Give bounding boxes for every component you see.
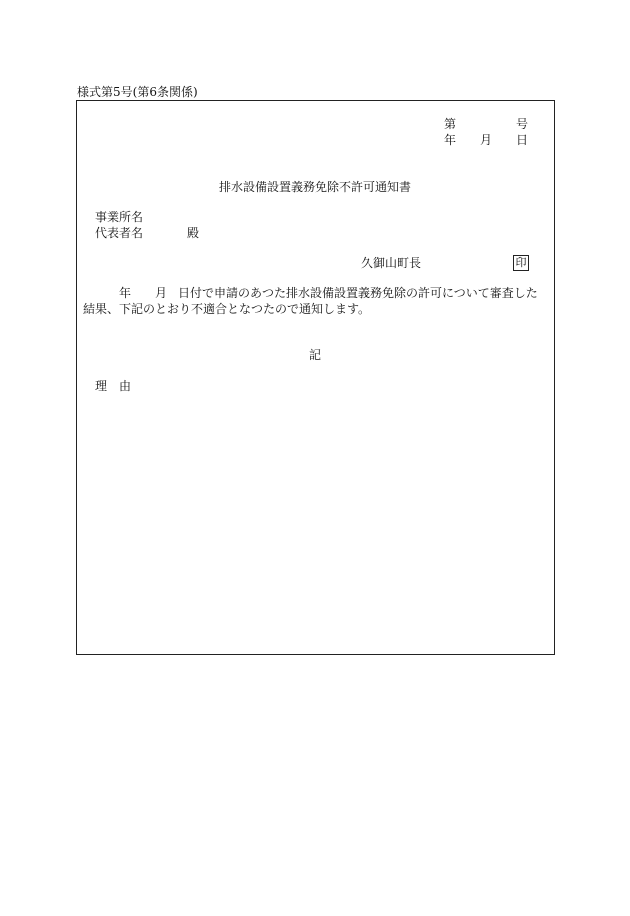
office-name-label: 事業所名 bbox=[95, 210, 144, 224]
body-line-1-text: 日付で申請のあつた排水設備設置義務免除の許可について審査した bbox=[178, 286, 538, 300]
number-prefix: 第 bbox=[444, 117, 457, 131]
reason-label: 理由 bbox=[95, 379, 144, 393]
form-number-label: 様式第5号(第6条関係) bbox=[77, 85, 198, 99]
seal-mark: 印 bbox=[513, 255, 529, 271]
body-line-2: 結果、下記のとおり不適合となつたので通知します。 bbox=[83, 302, 371, 316]
date-day-label: 日 bbox=[516, 133, 529, 147]
number-suffix: 号 bbox=[516, 117, 529, 131]
date-year-label: 年 bbox=[444, 133, 457, 147]
date-month-label: 月 bbox=[480, 133, 493, 147]
body-year-label: 年 bbox=[119, 286, 132, 300]
issuer-name: 久御山町長 bbox=[361, 256, 422, 270]
representative-label: 代表者名 bbox=[95, 226, 144, 240]
honorific: 殿 bbox=[187, 226, 200, 240]
ki-heading: 記 bbox=[308, 348, 321, 362]
document-title: 排水設備設置義務免除不許可通知書 bbox=[218, 180, 411, 194]
body-month-label: 月 bbox=[155, 286, 168, 300]
